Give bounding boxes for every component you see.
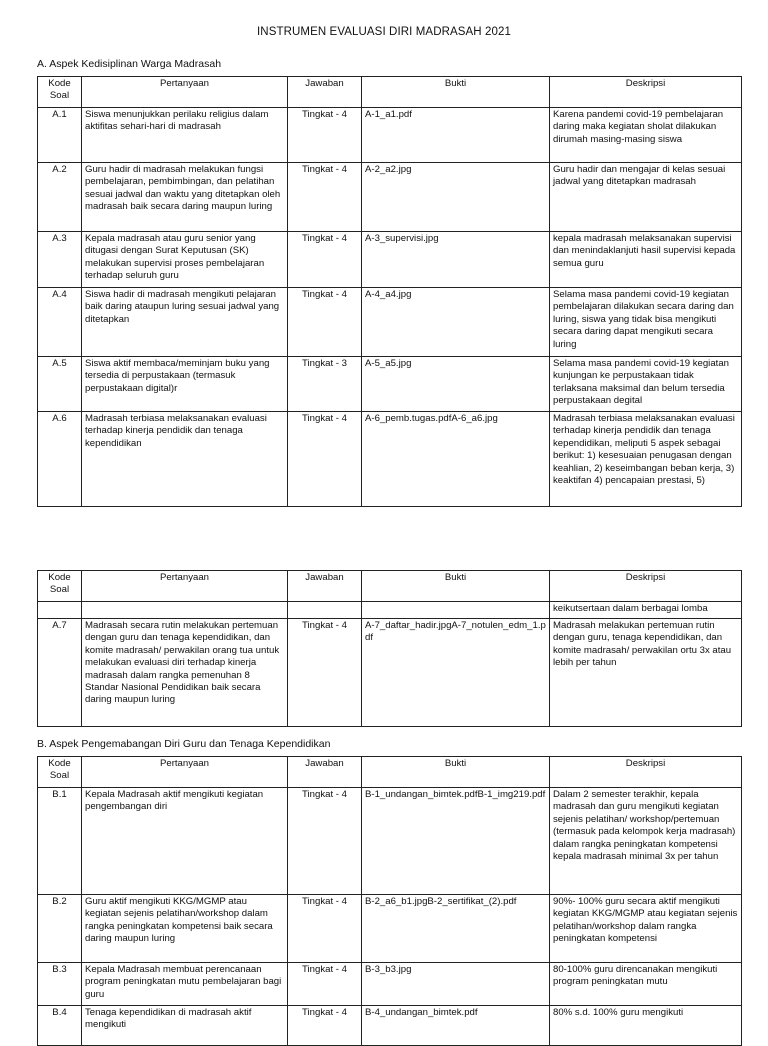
cell-bukti: B-1_undangan_bimtek.pdfB-1_img219.pdf xyxy=(362,788,550,895)
table-row xyxy=(38,895,742,963)
header-pertanyaan: Pertanyaan xyxy=(82,757,288,788)
header-kode-soal: Kode Soal xyxy=(38,757,82,788)
table-row xyxy=(38,357,742,412)
cell-deskripsi: Madrasah melakukan pertemuan rutin dengan guru, tenaga kependidikan, dan komite madrasah/ perwakilan ortu 3x atau lebih per tahun xyxy=(550,619,742,727)
section-b-heading: B. Aspek Pengemabangan Diri Guru dan Tenaga Kependidikan xyxy=(37,738,331,750)
cell-jawaban: Tingkat - 4 xyxy=(288,895,362,963)
cell-deskripsi: 90%- 100% guru secara aktif mengikuti kegiatan KKG/MGMP atau kegiatan sejenis pelatihan/workshop dalam rangka peningkatan kompetensi xyxy=(550,895,742,963)
cell-deskripsi: Guru hadir dan mengajar di kelas sesuai jadwal yang ditetapkan madrasah xyxy=(550,163,742,232)
cell-bukti: A-5_a5.jpg xyxy=(362,357,550,412)
section-b-table xyxy=(37,756,742,1046)
cell-kode: B.1 xyxy=(38,788,82,895)
cell-jawaban: Tingkat - 4 xyxy=(288,288,362,357)
cell-pertanyaan: Siswa aktif membaca/meminjam buku yang tersedia di perpustakaan (termasuk perpustakaan digital)r xyxy=(82,357,288,412)
cell-kode xyxy=(38,602,82,619)
cell-kode: A.3 xyxy=(38,232,82,288)
cell-pertanyaan: Tenaga kependidikan di madrasah aktif mengikuti xyxy=(82,1006,288,1046)
cell-jawaban xyxy=(288,602,362,619)
table-row xyxy=(38,232,742,288)
cell-bukti: A-4_a4.jpg xyxy=(362,288,550,357)
table-row xyxy=(38,412,742,507)
cell-jawaban: Tingkat - 4 xyxy=(288,788,362,895)
header-jawaban: Jawaban xyxy=(288,77,362,108)
cell-deskripsi: Karena pandemi covid-19 pembelajaran daring maka kegiatan sholat dilakukan dirumah masing-masing siswa xyxy=(550,108,742,163)
cell-kode: A.7 xyxy=(38,619,82,727)
header-pertanyaan: Pertanyaan xyxy=(82,571,288,602)
table-row xyxy=(38,619,742,727)
cell-kode: A.6 xyxy=(38,412,82,507)
table-row xyxy=(38,963,742,1006)
cell-jawaban: Tingkat - 3 xyxy=(288,357,362,412)
section-a-heading: A. Aspek Kedisiplinan Warga Madrasah xyxy=(37,58,222,70)
cell-jawaban: Tingkat - 4 xyxy=(288,108,362,163)
cell-bukti: B-3_b3.jpg xyxy=(362,963,550,1006)
section-a-continued-table xyxy=(37,570,742,727)
header-bukti: Bukti xyxy=(362,757,550,788)
table-row xyxy=(38,788,742,895)
cell-pertanyaan xyxy=(82,602,288,619)
cell-bukti: B-2_a6_b1.jpgB-2_sertifikat_(2).pdf xyxy=(362,895,550,963)
cell-pertanyaan: Guru aktif mengikuti KKG/MGMP atau kegiatan sejenis pelatihan/workshop dalam rangka peningkatan kompetensi baik secara daring maupun luring xyxy=(82,895,288,963)
header-pertanyaan: Pertanyaan xyxy=(82,77,288,108)
cell-bukti: A-1_a1.pdf xyxy=(362,108,550,163)
cell-kode: A.2 xyxy=(38,163,82,232)
cell-deskripsi: Selama masa pandemi covid-19 kegiatan pembelajaran dilakukan secara daring dan luring, siswa yang tidak bisa mengikuti secara daring dapat mengikuti secara luring xyxy=(550,288,742,357)
cell-bukti: B-4_undangan_bimtek.pdf xyxy=(362,1006,550,1046)
cell-kode: B.4 xyxy=(38,1006,82,1046)
header-deskripsi: Deskripsi xyxy=(550,757,742,788)
header-kode-soal: Kode Soal xyxy=(38,571,82,602)
cell-bukti: A-2_a2.jpg xyxy=(362,163,550,232)
cell-deskripsi: 80% s.d. 100% guru mengikuti xyxy=(550,1006,742,1046)
table-row xyxy=(38,1006,742,1046)
cell-pertanyaan: Kepala Madrasah aktif mengikuti kegiatan pengembangan diri xyxy=(82,788,288,895)
cell-pertanyaan: Siswa hadir di madrasah mengikuti pelajaran baik daring ataupun luring sesuai jadwal yang ditetapkan xyxy=(82,288,288,357)
cell-pertanyaan: Siswa menunjukkan perilaku religius dalam aktifitas sehari-hari di madrasah xyxy=(82,108,288,163)
header-jawaban: Jawaban xyxy=(288,571,362,602)
header-deskripsi: Deskripsi xyxy=(550,571,742,602)
cell-bukti: A-3_supervisi.jpg xyxy=(362,232,550,288)
document-title: INSTRUMEN EVALUASI DIRI MADRASAH 2021 xyxy=(257,26,511,38)
cell-bukti xyxy=(362,602,550,619)
cell-kode: B.2 xyxy=(38,895,82,963)
table-row xyxy=(38,602,742,619)
cell-pertanyaan: Madrasah secara rutin melakukan pertemuan dengan guru dan tenaga kependidikan, dan komite madrasah/ perwakilan orang tua untuk melakukan evaluasi diri terhadap kinerja madrasah dalam rangka pemenuhan 8 Standar Nasional Pendidikan baik secara daring maupun luring xyxy=(82,619,288,727)
cell-jawaban: Tingkat - 4 xyxy=(288,1006,362,1046)
cell-jawaban: Tingkat - 4 xyxy=(288,412,362,507)
cell-deskripsi: Dalam 2 semester terakhir, kepala madrasah dan guru mengikuti kegiatan sejenis pelatihan/ workshop/pertemuan (termasuk pada kelompok kerja madrasah) dalam rangka peningkatan kompetensi kepala madrasah minimal 3x per tahun xyxy=(550,788,742,895)
cell-jawaban: Tingkat - 4 xyxy=(288,963,362,1006)
header-kode-soal: Kode Soal xyxy=(38,77,82,108)
section-a-table xyxy=(37,76,742,507)
cell-deskripsi: keikutsertaan dalam berbagai lomba xyxy=(550,602,742,619)
cell-pertanyaan: Guru hadir di madrasah melakukan fungsi pembelajaran, pembimbingan, dan pelatihan sesuai jadwal dan waktu yang ditetapkan oleh madrasah baik secara daring maupun luring xyxy=(82,163,288,232)
cell-jawaban: Tingkat - 4 xyxy=(288,232,362,288)
cell-deskripsi: Selama masa pandemi covid-19 kegiatan kunjungan ke perpustakaan tidak terlaksana maksimal dan belum tersedia perpustakaan degital xyxy=(550,357,742,412)
table-row xyxy=(38,163,742,232)
header-bukti: Bukti xyxy=(362,571,550,602)
header-bukti: Bukti xyxy=(362,77,550,108)
table-header-row xyxy=(38,77,742,108)
table-header-row xyxy=(38,571,742,602)
cell-deskripsi: Madrasah terbiasa melaksanakan evaluasi terhadap kinerja pendidik dan tenaga kependidikan, meliputi 5 aspek sebagai berikut: 1) kesesuaian penugasan dengan keahlian, 2) keseimbangan beban kerja, 3) keaktifan 4) pencapaian prestasi, 5) xyxy=(550,412,742,507)
cell-jawaban: Tingkat - 4 xyxy=(288,163,362,232)
cell-kode: A.4 xyxy=(38,288,82,357)
cell-pertanyaan: Kepala madrasah atau guru senior yang ditugasi dengan Surat Keputusan (SK) melakukan supervisi proses pembelajaran terhadap seluruh guru xyxy=(82,232,288,288)
table-row xyxy=(38,288,742,357)
cell-pertanyaan: Kepala Madrasah membuat perencanaan program peningkatan mutu pembelajaran bagi guru xyxy=(82,963,288,1006)
cell-pertanyaan: Madrasah terbiasa melaksanakan evaluasi terhadap kinerja pendidik dan tenaga kependidikan xyxy=(82,412,288,507)
cell-bukti: A-7_daftar_hadir.jpgA-7_notulen_edm_1.pdf xyxy=(362,619,550,727)
header-deskripsi: Deskripsi xyxy=(550,77,742,108)
cell-deskripsi: 80-100% guru direncanakan mengikuti program peningkatan mutu xyxy=(550,963,742,1006)
cell-jawaban: Tingkat - 4 xyxy=(288,619,362,727)
cell-deskripsi: kepala madrasah melaksanakan supervisi dan menindaklanjuti hasil supervisi kepada semua guru xyxy=(550,232,742,288)
header-jawaban: Jawaban xyxy=(288,757,362,788)
cell-kode: A.5 xyxy=(38,357,82,412)
table-row xyxy=(38,108,742,163)
table-header-row xyxy=(38,757,742,788)
cell-kode: A.1 xyxy=(38,108,82,163)
cell-bukti: A-6_pemb.tugas.pdfA-6_a6.jpg xyxy=(362,412,550,507)
cell-kode: B.3 xyxy=(38,963,82,1006)
